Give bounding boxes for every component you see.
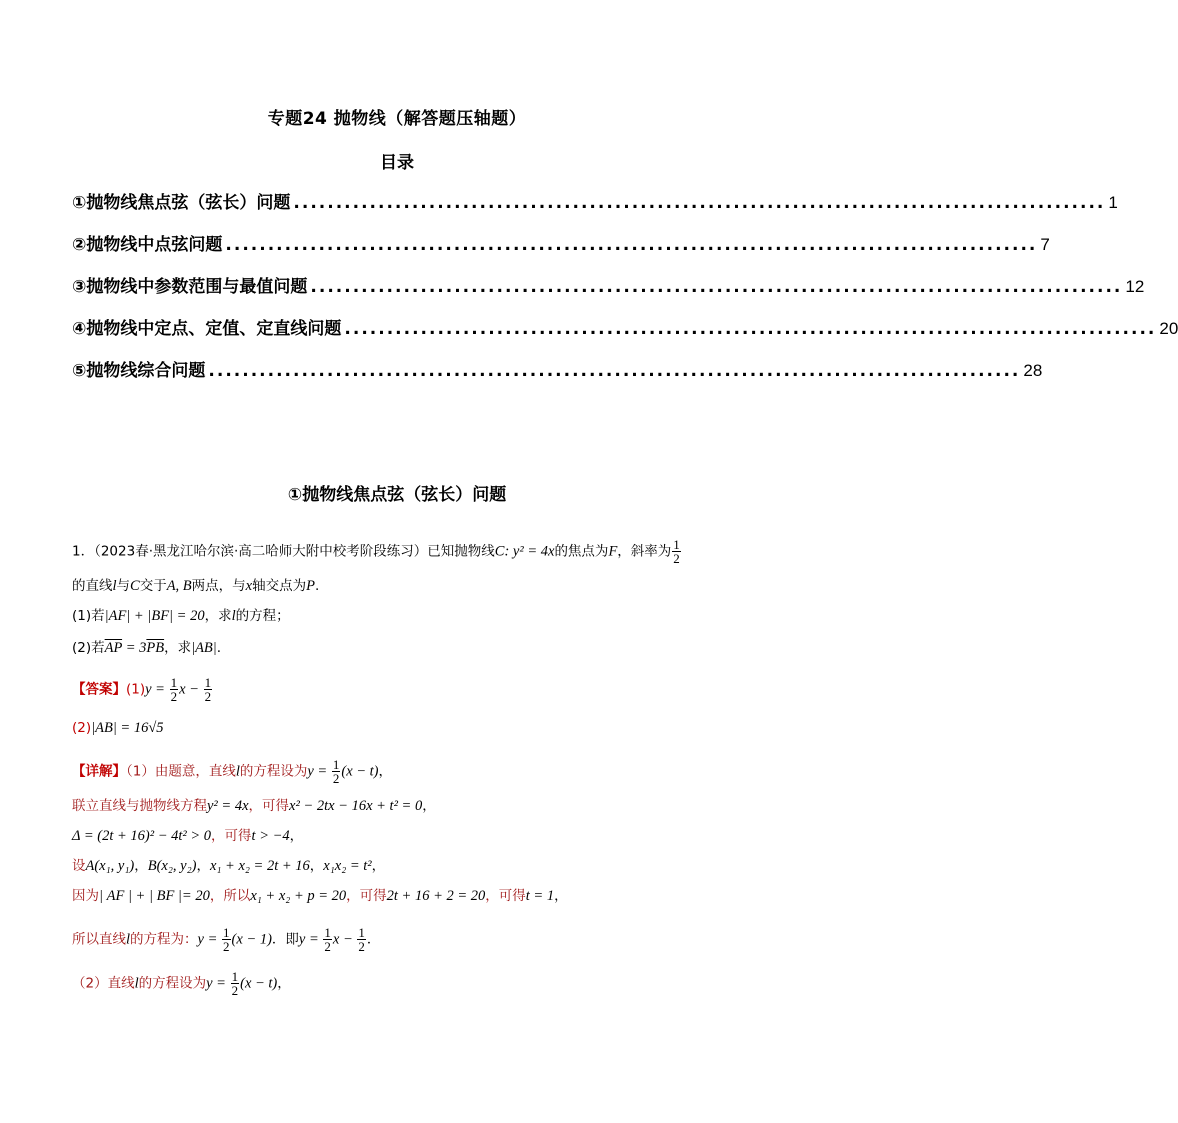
toc-entry-label: ④抛物线中定点、定值、定直线问题 — [72, 319, 342, 339]
answer-label: (1) — [126, 681, 146, 698]
problem-text: ，求 — [164, 640, 192, 656]
problem-text: 的焦点为 — [554, 543, 609, 560]
fraction — [231, 970, 240, 997]
math-expression: B(x₂, y₂) — [147, 858, 197, 874]
fraction-denominator: 2 — [231, 983, 239, 998]
detail-text: 联立直线与抛物线方程 — [72, 798, 207, 814]
fraction-numerator: 1 — [324, 925, 331, 940]
detail-text: 的方程设为 — [239, 763, 308, 780]
fraction-denominator: 2 — [223, 939, 230, 954]
answer-label: (2) — [72, 720, 92, 736]
math-symbol: P — [306, 578, 315, 594]
fraction-numerator: 1 — [223, 925, 230, 940]
math-symbol: x — [245, 578, 253, 594]
toc-entry-label: ①抛物线焦点弦（弦长）问题 — [72, 193, 291, 213]
toc-leader-dots: ................................................................................................ — [225, 235, 1038, 255]
fraction — [222, 926, 231, 953]
question-1 — [72, 606, 732, 626]
math-symbol: l — [126, 931, 131, 948]
detail-text: 的方程为： — [130, 931, 198, 948]
question-label: (2)若 — [72, 640, 105, 656]
detail-tag: 【详解】 — [72, 763, 126, 780]
toc-entry[interactable] — [72, 188, 1118, 230]
detail-text: ， — [309, 858, 324, 874]
detail-text: ，可得 — [211, 828, 252, 844]
detail-text: ，可得 — [346, 888, 387, 904]
answer-line-2 — [72, 718, 732, 738]
problem-text: 与 — [116, 578, 131, 594]
math-expression: Δ = (2t + 16)² − 4t² > 0 — [72, 828, 212, 844]
toc-leader-dots: ................................................................................................ — [344, 319, 1157, 339]
math-expression: x − — [179, 681, 203, 698]
detail-text: ． — [366, 931, 381, 948]
math-expression: (x − t) — [341, 763, 379, 780]
problem-number: 1． — [72, 543, 95, 560]
problem-text: 的直线 — [72, 578, 113, 594]
problem-stem-line-2 — [72, 576, 732, 596]
problem-source: （2023春·黑龙江哈尔滨·高二哈师大附中校考阶段练习） — [94, 543, 428, 560]
fraction — [170, 676, 179, 703]
detail-line-4 — [72, 856, 732, 876]
math-expression: x − — [332, 931, 357, 948]
fraction-denominator: 2 — [170, 689, 178, 704]
detail-line-6 — [72, 926, 732, 953]
detail-text: 的方程设为 — [138, 975, 207, 992]
toc-entry[interactable] — [72, 230, 1050, 272]
problem-text: ，斜率为 — [617, 543, 672, 560]
fraction-denominator: 2 — [204, 689, 212, 704]
math-symbol: l — [112, 578, 117, 594]
math-expression: |AB| — [191, 640, 217, 656]
detail-text: 设 — [72, 858, 86, 874]
math-expression: x₁ + x₂ + p = 20 — [250, 888, 347, 904]
toc-entry-label: ⑤抛物线综合问题 — [72, 361, 206, 381]
problem-text: 两点，与 — [191, 578, 246, 594]
document-title: 专题24 抛物线（解答题压轴题） — [267, 109, 527, 129]
problem-text: 已知抛物线 — [427, 543, 495, 560]
table-of-contents — [72, 188, 1178, 398]
detail-text: （2）直线 — [72, 975, 135, 992]
math-expression: |AB| = 16√5 — [91, 720, 164, 736]
problem-text: ，求 — [204, 608, 232, 624]
math-expression: A(x₁, y₁) — [85, 858, 135, 874]
detail-text: ，所以 — [209, 888, 251, 904]
fraction-denominator: 2 — [332, 771, 340, 786]
fraction — [357, 926, 366, 953]
answer-tag: 【答案】 — [72, 681, 126, 698]
detail-line-3 — [72, 826, 732, 846]
detail-text: （1）由题意，直线 — [126, 763, 236, 780]
problem-text: . — [216, 640, 222, 656]
problem-text: 的方程； — [235, 608, 290, 624]
math-symbol: C — [130, 578, 140, 594]
math-expression: y = — [145, 681, 169, 698]
math-expression: t = 1 — [525, 888, 555, 904]
fraction-numerator: 1 — [332, 757, 340, 772]
detail-text: ， — [196, 858, 210, 874]
math-expression: : y² = 4x — [504, 543, 555, 560]
math-expression: |AF| + |BF| = 20 — [104, 608, 205, 624]
math-expression: y² = 4x — [207, 798, 249, 814]
fraction — [323, 926, 332, 953]
detail-text: ，可得 — [248, 798, 290, 814]
math-symbol: l — [235, 763, 240, 780]
math-symbol: l — [134, 975, 139, 992]
fraction-numerator: 1 — [231, 969, 239, 984]
math-expression: y = — [206, 975, 230, 992]
math-expression: y = — [298, 931, 323, 948]
detail-text: ， — [289, 828, 304, 844]
math-expression: y = — [307, 763, 331, 780]
toc-entry[interactable] — [72, 314, 1178, 356]
detail-line-5 — [72, 886, 732, 906]
detail-text: ， — [378, 763, 393, 780]
detail-text: 所以直线 — [72, 931, 126, 948]
math-expression: x₁ + x₂ = 2t + 16 — [209, 858, 310, 874]
vector-expression: $\overline{PB}$ — [146, 640, 165, 656]
math-expression: (x − 1) — [231, 931, 272, 948]
detail-text: ，可得 — [485, 888, 526, 904]
detail-text: ， — [422, 798, 436, 814]
math-symbol: C — [494, 543, 505, 560]
vector-expression: $\overline{AP}$ — [104, 640, 123, 656]
fraction-denominator: 2 — [324, 939, 331, 954]
math-expression: = 3 — [122, 640, 147, 656]
toc-entry-page: 20 — [1159, 319, 1178, 338]
fraction-numerator: 1 — [358, 925, 365, 940]
toc-leader-dots: ................................................................................................ — [293, 193, 1106, 213]
math-expression: 2t + 16 + 2 = 20 — [386, 888, 486, 904]
math-expression: y = — [197, 931, 222, 948]
problem-text: 交于 — [139, 578, 167, 594]
fraction-numerator: 1 — [170, 675, 178, 690]
fraction-numerator: 1 — [204, 675, 212, 690]
detail-text: ， — [134, 858, 148, 874]
fraction-numerator: 1 — [673, 537, 680, 552]
question-label: (1)若 — [72, 608, 105, 624]
problem-text: 轴交点为 — [252, 578, 307, 594]
fraction-denominator: 2 — [358, 939, 365, 954]
math-symbol: A, B — [166, 578, 192, 594]
toc-entry-page: 1 — [1108, 193, 1118, 212]
detail-text: ．即 — [271, 931, 299, 948]
problem-stem-line-1 — [72, 538, 732, 565]
math-expression: x² − 2tx − 16x + t² = 0 — [289, 798, 423, 814]
toc-entry-page: 28 — [1023, 361, 1043, 380]
answer-line-1 — [72, 676, 732, 703]
fraction — [332, 758, 341, 785]
math-expression: t > −4 — [251, 828, 290, 844]
fraction — [204, 676, 213, 703]
math-expression: | AF | + | BF |= 20 — [99, 888, 210, 904]
detail-line-1 — [72, 758, 732, 785]
math-expression: x₁x₂ = t² — [323, 858, 372, 874]
section-heading: ①抛物线焦点弦（弦长）问题 — [287, 485, 507, 505]
question-2 — [72, 638, 732, 658]
detail-text: ， — [371, 858, 386, 874]
toc-entry[interactable] — [72, 356, 1043, 398]
math-symbol: F — [608, 543, 618, 560]
math-symbol: l — [231, 608, 236, 624]
toc-leader-dots: ................................................................................................ — [208, 361, 1021, 381]
problem-text: . — [314, 578, 320, 594]
detail-line-7 — [72, 970, 732, 997]
math-expression: (x − t) — [240, 975, 278, 992]
detail-text: ， — [277, 975, 291, 992]
toc-heading: 目录 — [380, 153, 414, 173]
toc-entry-page: 7 — [1040, 235, 1050, 254]
detail-text: ， — [554, 888, 568, 904]
fraction — [672, 538, 681, 565]
toc-entry-label: ③抛物线中参数范围与最值问题 — [72, 277, 308, 297]
toc-entry-label: ②抛物线中点弦问题 — [72, 235, 223, 255]
toc-leader-dots: ................................................................................................ — [310, 277, 1123, 297]
detail-text: 因为 — [72, 888, 99, 904]
toc-entry[interactable] — [72, 272, 1145, 314]
fraction-denominator: 2 — [673, 551, 680, 566]
toc-entry-page: 12 — [1125, 277, 1145, 296]
detail-line-2 — [72, 796, 732, 816]
